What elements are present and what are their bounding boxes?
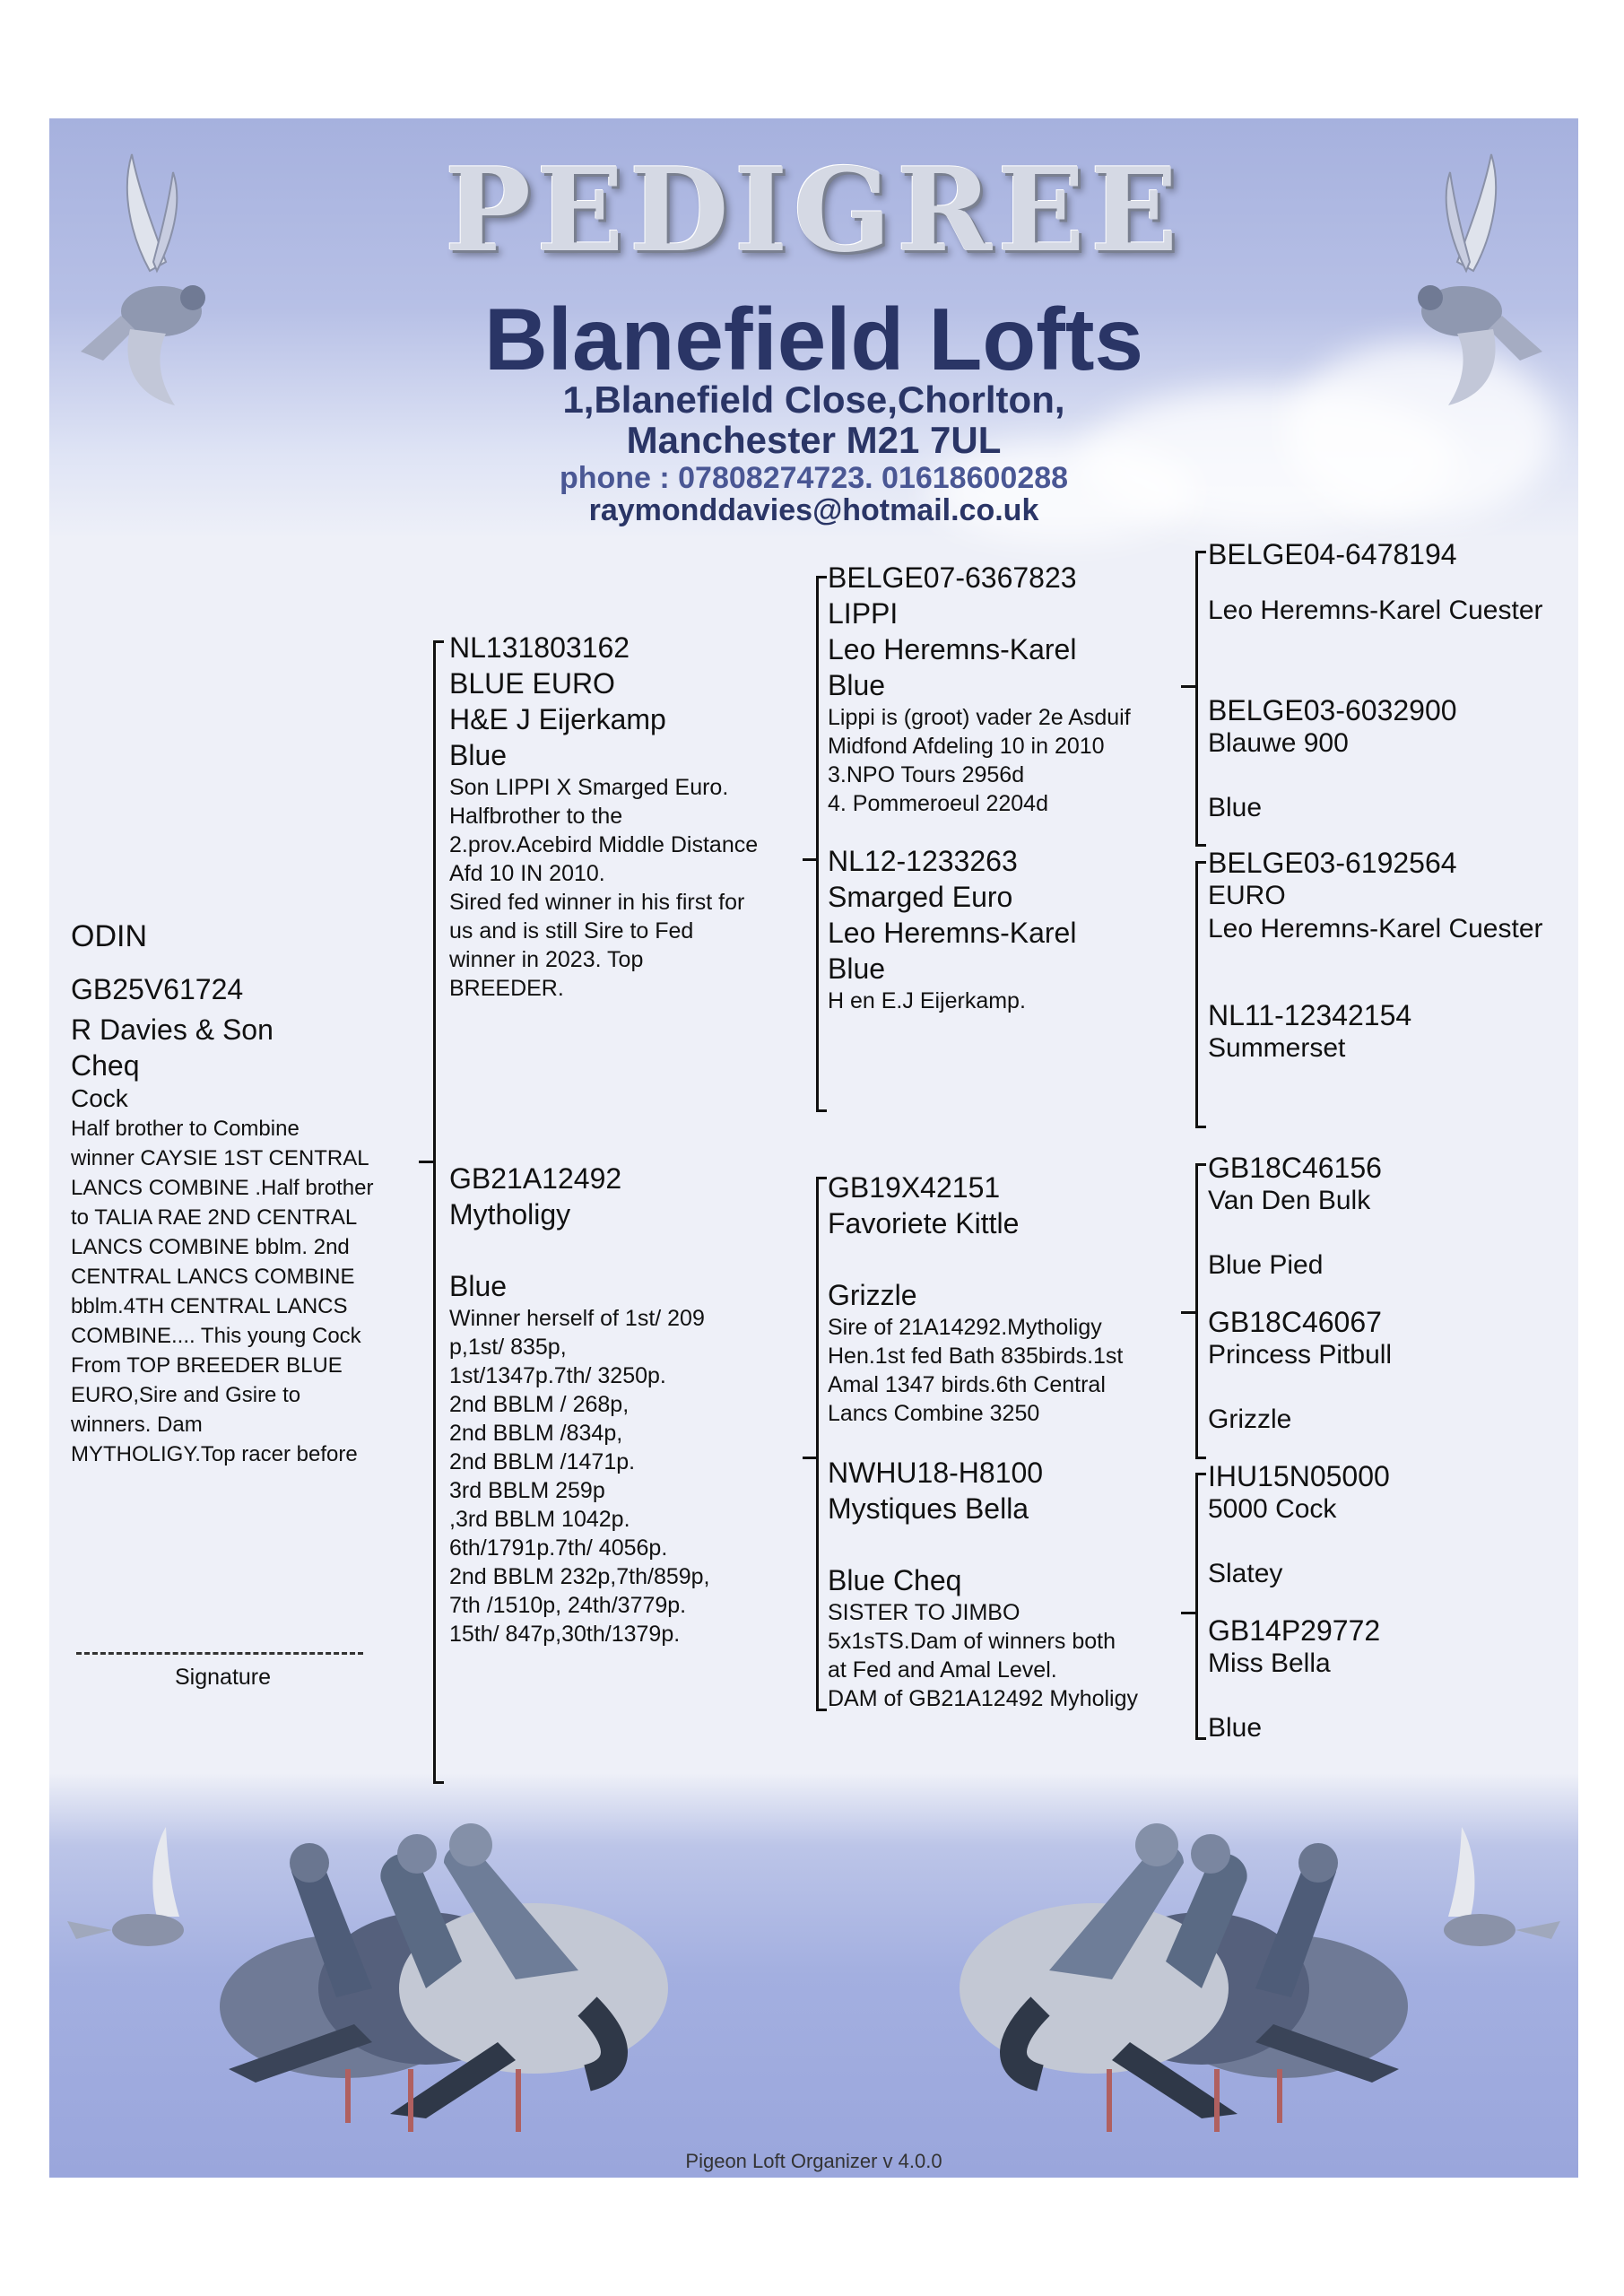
note-line: BREEDER.	[449, 976, 564, 1001]
email-address: raymonddavies@hotmail.co.uk	[588, 493, 1039, 527]
sire-block	[449, 630, 758, 1003]
ggp-7-line3: Slatey	[1208, 1559, 1283, 1588]
bracket-dam-sire	[1195, 1163, 1198, 1459]
subject-owner: R Davies & Son	[71, 1013, 274, 1046]
bracket-dam-dam	[1195, 1473, 1198, 1740]
bracket-subject	[433, 640, 436, 1784]
pigeon-group-left-icon	[67, 1823, 668, 2132]
bracket-sire	[816, 576, 819, 1112]
dam-name: Mytholigy	[449, 1198, 571, 1231]
sire-dam-colour: Blue	[828, 952, 886, 985]
sire-sire-name: LIPPI	[828, 597, 899, 630]
note-line: CENTRAL LANCS COMBINE	[71, 1265, 355, 1289]
note-line: 2nd BBLM / 268p,	[449, 1392, 630, 1417]
dam-block	[449, 1161, 710, 1648]
signature-label: Signature	[175, 1665, 272, 1690]
connector-dam	[803, 1457, 816, 1459]
note-line: H en E.J Eijerkamp.	[828, 988, 1026, 1013]
dam-sire-ring: GB19X42151	[828, 1171, 1001, 1204]
note-line: Lippi is (groot) vader 2e Asduif	[828, 705, 1131, 730]
note-line: p,1st/ 835p,	[449, 1335, 567, 1360]
ggp-5-line3: Blue Pied	[1208, 1250, 1324, 1280]
ggp-8-line2: Miss Bella	[1208, 1648, 1331, 1678]
dam-dam-ring: NWHU18-H8100	[828, 1457, 1044, 1489]
loft-name: Blanefield Lofts	[483, 290, 1144, 388]
connector-dam-dam	[1181, 1612, 1195, 1614]
connector-sire	[803, 858, 816, 861]
signature-line	[76, 1652, 363, 1655]
subject-notes	[71, 1114, 373, 1469]
ggp-2-ring: BELGE03-6032900	[1208, 694, 1457, 726]
ggp-6-ring: GB18C46067	[1208, 1306, 1382, 1338]
bracket-sire-dam	[1195, 861, 1198, 1128]
pedigree-title: PEDIGREE	[444, 144, 1184, 278]
note-line: Winner herself of 1st/ 209	[449, 1306, 705, 1331]
connector-dam-sire	[1181, 1311, 1195, 1314]
note-line: 1st/1347p.7th/ 3250p.	[449, 1363, 666, 1388]
ggp-4-line2: Summerset	[1208, 1033, 1346, 1063]
bracket-sire-sire	[1195, 551, 1198, 847]
sire-ring: NL131803162	[449, 631, 630, 664]
note-line: us and is still Sire to Fed	[449, 918, 694, 944]
ggp-6-line2: Princess Pitbull	[1208, 1340, 1393, 1370]
dam-sire-name: Favoriete Kittle	[828, 1207, 1020, 1239]
dam-sire-colour: Grizzle	[828, 1279, 917, 1311]
note-line: Midfond Afdeling 10 in 2010	[828, 734, 1105, 759]
ggp-5-ring: GB18C46156	[1208, 1152, 1382, 1184]
note-line: bblm.4TH CENTRAL LANCS	[71, 1294, 348, 1318]
sire-breeder: H&E J Eijerkamp	[449, 703, 666, 735]
ggp-7-line2: 5000 Cock	[1208, 1494, 1337, 1524]
sire-dam-ring: NL12-1233263	[828, 845, 1018, 877]
note-line: Lancs Combine 3250	[828, 1401, 1040, 1426]
subject-colour: Cheq	[71, 1049, 140, 1082]
note-line: Afd 10 IN 2010.	[449, 861, 605, 886]
note-line: at Fed and Amal Level.	[828, 1657, 1057, 1683]
note-line: Halfbrother to the	[449, 804, 623, 829]
ggp-1-ring: BELGE04-6478194	[1208, 538, 1457, 570]
dam-dam-block	[828, 1455, 1138, 1713]
note-line: Son LIPPI X Smarged Euro.	[449, 775, 729, 800]
note-line: winner in 2023. Top	[449, 947, 644, 972]
note-line: 2.prov.Acebird Middle Distance	[449, 832, 759, 857]
subject-ring: GB25V61724	[71, 973, 244, 1005]
sire-colour: Blue	[449, 739, 508, 771]
connector-subject	[419, 1161, 433, 1163]
ggp-7-ring: IHU15N05000	[1208, 1460, 1390, 1492]
note-line: Half brother to Combine	[71, 1117, 300, 1141]
bracket-dam	[816, 1177, 819, 1711]
ggp-4-ring: NL11-12342154	[1208, 999, 1412, 1031]
ggp-5-line2: Van Den Bulk	[1208, 1186, 1371, 1215]
note-line: 4. Pommeroeul 2204d	[828, 791, 1048, 816]
note-line: 6th/1791p.7th/ 4056p.	[449, 1535, 668, 1561]
note-line: LANCS COMBINE .Half brother	[71, 1176, 374, 1200]
dam-ring: GB21A12492	[449, 1162, 622, 1195]
sire-sire-breeder: Leo Heremns-Karel	[828, 633, 1077, 665]
ggp-2-line2: Blauwe 900	[1208, 728, 1349, 758]
note-line: DAM of GB21A12492 Myholigy	[828, 1686, 1139, 1711]
connector-sire-sire	[1181, 685, 1195, 688]
note-line: 15th/ 847p,30th/1379p.	[449, 1622, 681, 1647]
note-line: 7th /1510p, 24th/3779p.	[449, 1593, 687, 1618]
ggp-6-line3: Grizzle	[1208, 1405, 1292, 1434]
dam-dam-name: Mystiques Bella	[828, 1492, 1029, 1525]
software-credit: Pigeon Loft Organizer v 4.0.0	[685, 2150, 942, 2172]
note-line: Sired fed winner in his first for	[449, 890, 745, 915]
dam-sire-block	[828, 1170, 1123, 1428]
note-line: 3rd BBLM 259p	[449, 1478, 605, 1503]
note-line: Sire of 21A14292.Mytholigy	[828, 1315, 1102, 1340]
note-line: 2nd BBLM /1471p.	[449, 1449, 636, 1474]
subject-name: ODIN	[71, 919, 147, 953]
note-line: SISTER TO JIMBO	[828, 1600, 1020, 1625]
phone-number: phone : 07808274723. 01618600288	[559, 461, 1069, 495]
header-banner	[49, 118, 1578, 540]
pigeon-group-right-icon	[960, 1823, 1560, 2132]
note-line: winner CAYSIE 1ST CENTRAL	[71, 1146, 369, 1170]
note-line: MYTHOLIGY.Top racer before	[71, 1442, 358, 1466]
address-line-1: 1,Blanefield Close,Chorlton,	[562, 378, 1065, 421]
note-line: EURO,Sire and Gsire to	[71, 1383, 301, 1407]
note-line: winners. Dam	[71, 1413, 203, 1437]
note-line: ,3rd BBLM 1042p.	[449, 1507, 630, 1532]
sire-sire-ring: BELGE07-6367823	[828, 561, 1077, 594]
note-line: 2nd BBLM /834p,	[449, 1421, 623, 1446]
note-line: 2nd BBLM 232p,7th/859p,	[449, 1564, 710, 1589]
note-line: From TOP BREEDER BLUE	[71, 1353, 343, 1378]
note-line: Amal 1347 birds.6th Central	[828, 1372, 1106, 1397]
pedigree-sheet	[49, 118, 1578, 2178]
sire-sire-block	[828, 560, 1131, 818]
note-line: COMBINE.... This young Cock	[71, 1324, 361, 1348]
note-line: to TALIA RAE 2ND CENTRAL	[71, 1205, 358, 1230]
note-line: Hen.1st fed Bath 835birds.1st	[828, 1344, 1124, 1369]
subject-sex: Cock	[71, 1084, 128, 1112]
footer-banner	[49, 1773, 1578, 2178]
ggp-3-line3: Leo Heremns-Karel Cuester	[1208, 914, 1543, 944]
sire-dam-name: Smarged Euro	[828, 881, 1013, 913]
sire-dam-breeder: Leo Heremns-Karel	[828, 917, 1077, 949]
note-line: LANCS COMBINE bblm. 2nd	[71, 1235, 350, 1259]
ggp-2-line3: Blue	[1208, 793, 1263, 822]
sire-name: BLUE EURO	[449, 667, 615, 700]
address-line-2: Manchester M21 7UL	[626, 419, 1002, 461]
sire-sire-colour: Blue	[828, 669, 886, 701]
ggp-3-ring: BELGE03-6192564	[1208, 847, 1457, 879]
dam-dam-colour: Blue Cheq	[828, 1564, 962, 1596]
pigeons-illustration	[49, 1773, 1578, 2178]
ggp-8-ring: GB14P29772	[1208, 1614, 1381, 1647]
sire-dam-block	[828, 843, 1076, 1015]
subject-block	[71, 917, 373, 1469]
ggp-8-line3: Blue	[1208, 1713, 1263, 1743]
dam-colour: Blue	[449, 1270, 508, 1302]
note-line: 3.NPO Tours 2956d	[828, 762, 1025, 787]
ggp-3-line2: EURO	[1208, 881, 1286, 910]
ggp-1-line2: Leo Heremns-Karel Cuester	[1208, 596, 1543, 625]
note-line: 5x1sTS.Dam of winners both	[828, 1629, 1116, 1654]
